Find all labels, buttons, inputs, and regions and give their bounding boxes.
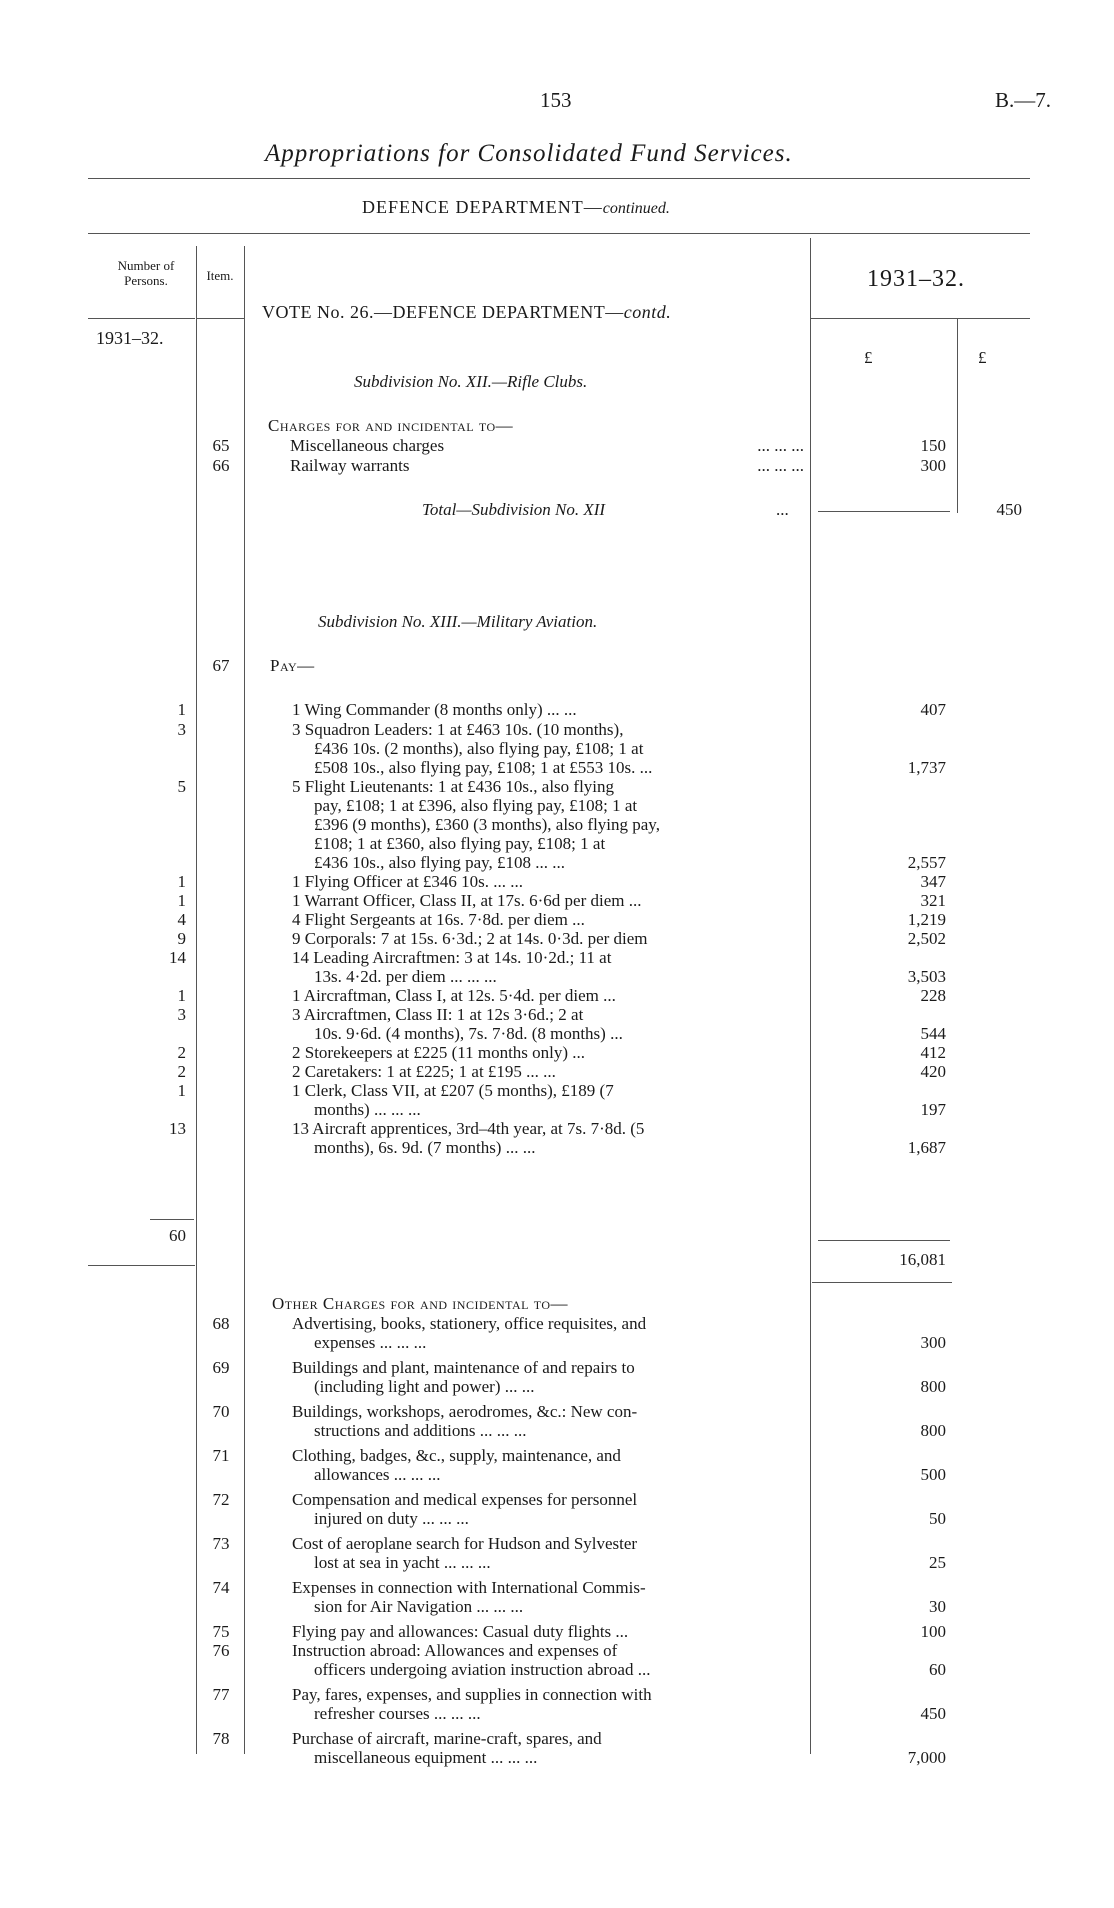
persons-count: 1 <box>177 872 186 891</box>
subdivision-xii-title: Subdivision No. XII.—Rifle Clubs. <box>354 372 588 391</box>
table-top-rule <box>88 233 1030 234</box>
leader-dots: ... ... ... <box>757 436 804 455</box>
year-column-header: 1931–32. <box>867 266 965 292</box>
other-charge-line: allowances ... ... ... <box>314 1465 441 1484</box>
persons-count: 13 <box>169 1119 186 1138</box>
column-rule-description <box>810 238 811 1754</box>
persons-count: 2 <box>177 1043 186 1062</box>
persons-count: 2 <box>177 1062 186 1081</box>
line-item-text: Railway warrants <box>290 456 410 475</box>
pay-row-description <box>292 872 804 891</box>
pay-heading: Pay— <box>270 656 315 675</box>
other-charge-description <box>292 1622 804 1641</box>
other-charges-heading: Other Charges for and incidental to— <box>272 1294 569 1313</box>
other-charge-amount: 30 <box>929 1597 946 1616</box>
persons-count: 9 <box>177 929 186 948</box>
other-charge-line: Pay, fares, expenses, and supplies in connection with <box>292 1685 652 1704</box>
item-number: 77 <box>212 1685 230 1704</box>
other-charge-amount: 800 <box>920 1377 946 1396</box>
other-charge-description <box>292 1402 804 1440</box>
item-number: 69 <box>212 1358 230 1377</box>
pay-row-line: 3 Squadron Leaders: 1 at £463 10s. (10 months), <box>292 720 624 739</box>
report-reference: B.—7. <box>995 88 1052 112</box>
pay-row-line: 14 Leading Aircraftmen: 3 at 14s. 10·2d.; 11 at <box>292 948 612 967</box>
pay-row-line: 4 Flight Sergeants at 16s. 7·8d. per diem ... <box>292 910 585 929</box>
item-number: 71 <box>212 1446 230 1465</box>
pay-row-description <box>292 1062 804 1081</box>
pay-row-line: £396 (9 months), £360 (3 months), also flying pay, <box>314 815 660 834</box>
other-charge-amount: 450 <box>920 1704 946 1723</box>
other-charge-line: (including light and power) ... ... <box>314 1377 535 1396</box>
department-heading <box>362 197 670 218</box>
pay-row-line: 2 Caretakers: 1 at £225; 1 at £195 ... ... <box>292 1062 556 1081</box>
department-name: DEFENCE DEPARTMENT— <box>362 197 603 217</box>
pay-row-line: £108; 1 at £360, also flying pay, £108; 1 at <box>314 834 606 853</box>
page-number: 153 <box>540 88 572 112</box>
pay-row-line: months), 6s. 9d. (7 months) ... ... <box>314 1138 536 1157</box>
pay-row-description <box>292 891 804 910</box>
persons-year-label: 1931–32. <box>96 328 164 348</box>
pound-sign-left: £ <box>864 348 873 367</box>
pay-row-amount: 544 <box>920 1024 946 1043</box>
item-number: 70 <box>212 1402 230 1421</box>
item-number: 74 <box>212 1578 230 1597</box>
other-charge-line: Advertising, books, stationery, office requisites, and <box>292 1314 647 1333</box>
other-charge-description <box>292 1685 804 1723</box>
pay-row-line: 1 Wing Commander (8 months only) ... ... <box>292 700 577 719</box>
column-rule-amount <box>957 318 958 513</box>
vote-title: VOTE No. 26.—DEFENCE DEPARTMENT— <box>262 302 624 322</box>
pay-row-amount: 197 <box>920 1100 946 1119</box>
other-charge-description <box>292 1490 804 1528</box>
pay-row-line: 10s. 9·6d. (4 months), 7s. 7·8d. (8 months) ... <box>314 1024 623 1043</box>
pay-row-description <box>292 720 804 777</box>
leader-dots: ... ... ... <box>757 456 804 475</box>
pay-row-line: 9 Corporals: 7 at 15s. 6·3d.; 2 at 14s. 0·3d. per diem <box>292 929 648 948</box>
title-rule <box>88 178 1030 179</box>
other-charge-line: Instruction abroad: Allowances and expenses of <box>292 1641 618 1660</box>
other-charge-line: Expenses in connection with International Commis- <box>292 1578 646 1597</box>
subdivision-xii-total: 450 <box>996 500 1022 519</box>
pay-total: 16,081 <box>899 1250 946 1269</box>
persons-count: 14 <box>169 948 186 967</box>
line-item-description <box>290 456 804 475</box>
pay-row-amount: 1,737 <box>907 758 946 777</box>
pay-row-description <box>292 1043 804 1062</box>
pay-row-description <box>292 910 804 929</box>
other-charge-amount: 7,000 <box>907 1748 946 1767</box>
line-item-description <box>290 436 804 455</box>
other-charge-line: Compensation and medical expenses for personnel <box>292 1490 638 1509</box>
subdivision-xiii-title: Subdivision No. XIII.—Military Aviation. <box>318 612 598 631</box>
other-charge-line: Flying pay and allowances: Casual duty flights ... <box>292 1622 629 1641</box>
other-charge-line: Buildings and plant, maintenance of and repairs to <box>292 1358 635 1377</box>
other-charge-amount: 300 <box>920 1333 946 1352</box>
persons-count: 3 <box>177 720 186 739</box>
item-number: 67 <box>212 656 230 675</box>
pay-row-line: £508 10s., also flying pay, £108; 1 at £553 10s. ... <box>314 758 653 777</box>
other-charge-amount: 500 <box>920 1465 946 1484</box>
pay-row-amount: 2,502 <box>907 929 946 948</box>
pay-row-amount: 420 <box>920 1062 946 1081</box>
column-rule-persons <box>196 246 197 1754</box>
other-charge-amount: 25 <box>929 1553 946 1572</box>
other-charge-line: miscellaneous equipment ... ... ... <box>314 1748 538 1767</box>
header-rule-item <box>197 318 244 319</box>
pay-row-amount: 347 <box>920 872 946 891</box>
pay-total-rule-bottom <box>812 1282 952 1283</box>
pay-row-description <box>292 986 804 1005</box>
pay-row-line: 1 Aircraftman, Class I, at 12s. 5·4d. per diem ... <box>292 986 616 1005</box>
pay-row-description <box>292 929 804 948</box>
pay-row-line: pay, £108; 1 at £396, also flying pay, £108; 1 at <box>314 796 638 815</box>
line-item-amount: 150 <box>920 436 946 455</box>
other-charge-amount: 50 <box>929 1509 946 1528</box>
header-rule-amounts <box>810 318 1030 319</box>
pay-row-amount: 1,219 <box>907 910 946 929</box>
pay-row-line: months) ... ... ... <box>314 1100 421 1119</box>
other-charge-amount: 60 <box>929 1660 946 1679</box>
pay-row-description <box>292 1005 804 1043</box>
persons-count: 1 <box>177 700 186 719</box>
item-number: 76 <box>212 1641 230 1660</box>
pay-row-amount: 407 <box>920 700 946 719</box>
item-number: 72 <box>212 1490 230 1509</box>
page-title: Appropriations for Consolidated Fund Services. <box>265 140 793 167</box>
item-number: 66 <box>212 456 230 475</box>
pay-row-line: £436 10s., also flying pay, £108 ... ... <box>314 853 566 872</box>
header-rule-persons <box>88 318 195 319</box>
item-column-header: Item. <box>206 268 234 283</box>
other-charge-line: officers undergoing aviation instruction abroad ... <box>314 1660 651 1679</box>
item-number: 73 <box>212 1534 230 1553</box>
persons-column-header: Number of Persons. <box>117 258 175 288</box>
pay-row-line: 1 Clerk, Class VII, at £207 (5 months), £189 (7 <box>292 1081 614 1100</box>
line-item-text: Miscellaneous charges <box>290 436 445 455</box>
other-charge-line: injured on duty ... ... ... <box>314 1509 469 1528</box>
other-charge-line: expenses ... ... ... <box>314 1333 427 1352</box>
other-charge-line: Purchase of aircraft, marine-craft, spares, and <box>292 1729 602 1748</box>
vote-title-suffix: contd. <box>623 302 672 322</box>
pay-row-line: 1 Warrant Officer, Class II, at 17s. 6·6d per diem ... <box>292 891 642 910</box>
other-charge-line: lost at sea in yacht ... ... ... <box>314 1553 491 1572</box>
subtotal-rule <box>818 511 950 512</box>
persons-total: 60 <box>169 1226 186 1245</box>
pay-row-line: 2 Storekeepers at £225 (11 months only) ... <box>292 1043 586 1062</box>
pay-row-description <box>292 777 804 872</box>
other-charge-amount: 100 <box>920 1622 946 1641</box>
pay-row-line: £436 10s. (2 months), also flying pay, £108; 1 at <box>314 739 644 758</box>
item-number: 78 <box>212 1729 230 1748</box>
other-charge-description <box>292 1446 804 1484</box>
pound-sign-right: £ <box>978 348 987 367</box>
other-charge-amount: 800 <box>920 1421 946 1440</box>
vote-heading <box>262 302 671 323</box>
subdivision-xii-total-label: Total—Subdivision No. XII <box>422 500 606 519</box>
pay-row-amount: 228 <box>920 986 946 1005</box>
persons-total-rule-top <box>150 1219 194 1220</box>
item-number: 68 <box>212 1314 230 1333</box>
pay-row-amount: 321 <box>920 891 946 910</box>
pay-row-line: 5 Flight Lieutenants: 1 at £436 10s., also flying <box>292 777 615 796</box>
pay-row-description <box>292 700 804 719</box>
other-charge-description <box>292 1314 804 1352</box>
other-charge-description <box>292 1729 804 1767</box>
other-charge-description <box>292 1578 804 1616</box>
other-charge-description <box>292 1534 804 1572</box>
item-number: 65 <box>212 436 230 455</box>
line-item-amount: 300 <box>920 456 946 475</box>
other-charge-description <box>292 1641 804 1679</box>
persons-count: 1 <box>177 1081 186 1100</box>
column-rule-item <box>244 246 245 1754</box>
item-number: 75 <box>212 1622 230 1641</box>
pay-row-amount: 3,503 <box>907 967 946 986</box>
pay-row-amount: 1,687 <box>907 1138 946 1157</box>
persons-total-rule-bottom <box>88 1265 195 1266</box>
other-charge-line: Clothing, badges, &c., supply, maintenance, and <box>292 1446 621 1465</box>
department-suffix: continued. <box>602 200 670 217</box>
other-charge-description <box>292 1358 804 1396</box>
pay-row-description <box>292 1081 804 1119</box>
other-charge-line: refresher courses ... ... ... <box>314 1704 481 1723</box>
persons-count: 1 <box>177 986 186 1005</box>
pay-row-description <box>292 948 804 986</box>
persons-count: 4 <box>177 910 186 929</box>
other-charge-line: Cost of aeroplane search for Hudson and Sylvester <box>292 1534 638 1553</box>
other-charge-line: Buildings, workshops, aerodromes, &c.: New con- <box>292 1402 638 1421</box>
pay-row-amount: 2,557 <box>907 853 946 872</box>
persons-count: 3 <box>177 1005 186 1024</box>
pay-total-rule-top <box>818 1240 950 1241</box>
persons-count: 5 <box>177 777 186 796</box>
other-charge-line: structions and additions ... ... ... <box>314 1421 527 1440</box>
pay-row-line: 13s. 4·2d. per diem ... ... ... <box>314 967 497 986</box>
leader-dots: ... <box>776 500 789 519</box>
persons-count: 1 <box>177 891 186 910</box>
pay-row-line: 3 Aircraftmen, Class II: 1 at 12s 3·6d.; 2 at <box>292 1005 584 1024</box>
other-charge-line: sion for Air Navigation ... ... ... <box>314 1597 524 1616</box>
pay-row-amount: 412 <box>920 1043 946 1062</box>
subdivision-xii-charges-heading: Charges for and incidental to— <box>268 416 514 435</box>
pay-row-line: 13 Aircraft apprentices, 3rd–4th year, at 7s. 7·8d. (5 <box>292 1119 645 1138</box>
pay-row-description <box>292 1119 804 1157</box>
pay-row-line: 1 Flying Officer at £346 10s. ... ... <box>292 872 524 891</box>
